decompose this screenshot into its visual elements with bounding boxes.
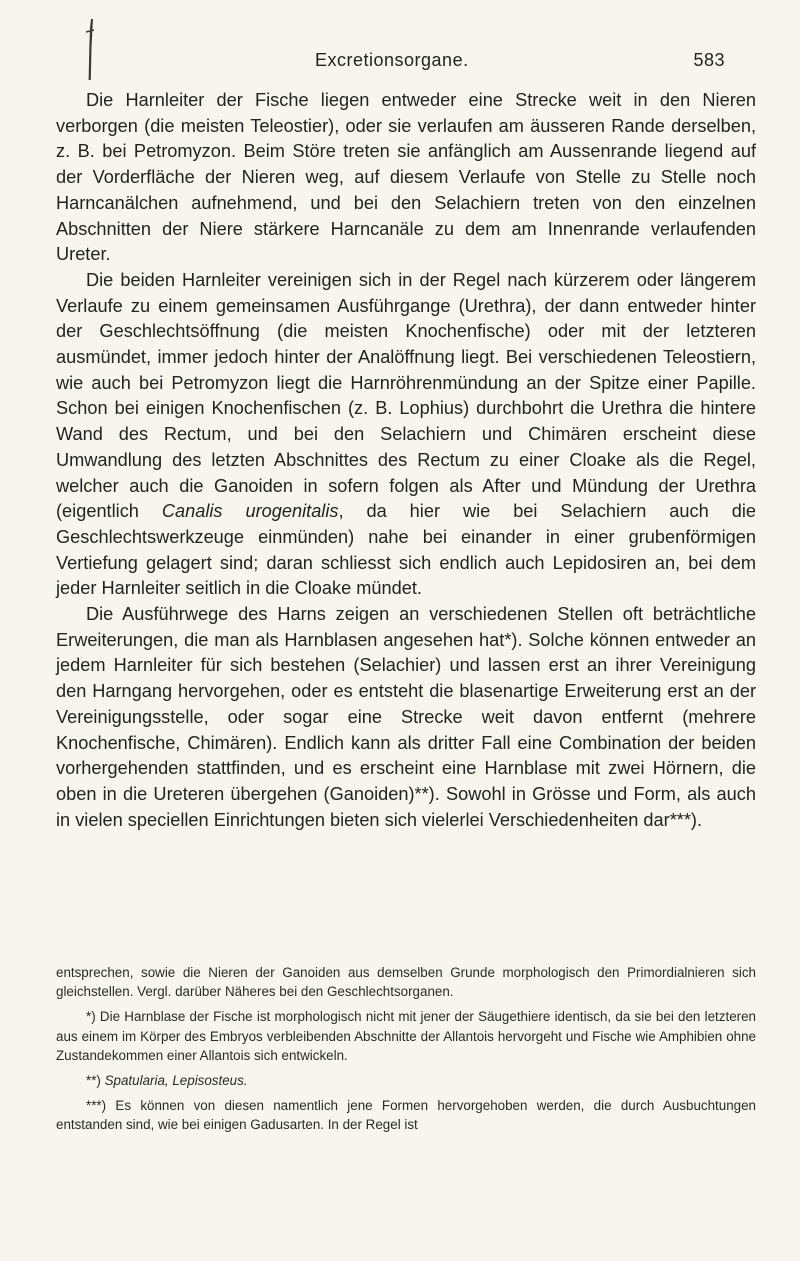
paragraph-1: Die Harnleiter der Fische liegen entweder eine Strecke weit in den Nieren verborgen (die meisten Teleostier), oder sie verlaufen am äusseren Rande derselben, z. B. bei Petromyzon. Beim Störe treten sie anfänglich am Aussenrande liegend auf der Vorderfläche der Nieren weg, auf diesem Verlaufe von Stelle zu Stelle noch Harncanälchen aufnehmend, und bei den Selachiern treten von den einzelnen Abschnitten der Niere stärkere Harncanäle zu dem am Innenrande verlaufenden Ureter. bbox=[56, 90, 756, 265]
footnote-2-text: Spatularia, Lepisosteus. bbox=[104, 1073, 248, 1089]
footnote-continuation: entsprechen, sowie die Nieren der Ganoiden aus demselben Grunde morphologisch den Primordialnieren sich gleichstellen. Vergl. darüber Näheres bei den Geschlechtsorganen. bbox=[56, 965, 756, 1000]
running-header bbox=[85, 50, 725, 80]
paragraph-2 bbox=[56, 268, 756, 602]
paragraph-2-italic-term: Canalis urogenitalis bbox=[161, 501, 339, 522]
footnote-2 bbox=[56, 1071, 756, 1090]
footnote-1: *) Die Harnblase der Fische ist morphologisch nicht mit jener der Säugethiere identisch, da sie bei den letzteren aus einem im Körper des Embryos verbleibenden Abschnitte der Allantois hervorgeht und Fische wie Amphibien ohne Zustandekommen einer Allantois sich entwickeln. bbox=[56, 1009, 756, 1063]
main-text bbox=[56, 88, 756, 833]
paragraph-3: Die Ausführwege des Harns zeigen an verschiedenen Stellen oft beträchtliche Erweiterungen, die man als Harnblasen angesehen hat*). Solche können entweder an jedem Harnleiter für sich bestehen (Selachier) und lassen erst an ihrer Vereinigung den Harngang hervorgehen, oder es entsteht die blasenartige Erweiterung erst an der Vereinigungsstelle, oder sogar eine Strecke weit davon entfernt (mehrere Knochenfische, Chimären). Endlich kann als dritter Fall eine Combination der beiden vorhergehenden stattfinden, und es erscheint eine Harnblase mit zwei Hörnern, die oben in die Ureteren übergehen (Ganoiden)**). Sowohl in Grösse und Form, als auch in vielen speciellen Einrichtungen bieten sich vielerlei Verschiedenheiten dar***). bbox=[56, 604, 756, 830]
paragraph-2-part-2: , da hier wie bei Selachiern auch die Geschlechtswerkzeuge einmünden) nahe bei einander in einer grubenförmigen Vertiefung gelagert sind; daran schliesst sich endlich auch Lepidosiren an, bei dem jeder Harnleiter seitlich in die Cloake mündet. bbox=[56, 501, 756, 599]
paragraph-2-part-1: Die beiden Harnleiter vereinigen sich in der Regel nach kürzerem oder längerem Verlaufe zu einem gemeinsamen Ausführgange (Urethra), der dann entweder hinter der Geschlechtsöffnung (die meisten Knochenfische) oder mit der letzteren ausmündet, immer jedoch hinter der Analöffnung liegt. Bei verschiedenen Teleostiern, wie auch bei Petromyzon liegt die Harnröhrenmündung an der Spitze einer Papille. Schon bei einigen Knochenfischen (z. B. Lophius) durchbohrt die Urethra die hintere Wand des Rectum, und bei den Selachiern und Chimären erscheint diese Umwandlung des letzten Abschnittes des Rectum zu einer Cloake als die Regel, welcher auch die Ganoiden in sofern folgen als After und Mündung der Urethra (eigentlich bbox=[56, 269, 756, 522]
footnote-3: ***) Es können von diesen namentlich jene Formen hervorgehoben werden, die durch Ausbuchtungen entstanden sind, wie bei einigen Gadusarten. In der Regel ist bbox=[56, 1098, 756, 1133]
running-title: Excretionsorgane. bbox=[315, 50, 469, 70]
page-number: 583 bbox=[693, 50, 725, 70]
footnote-2-marker: **) bbox=[86, 1073, 105, 1089]
footnotes bbox=[56, 963, 756, 1141]
